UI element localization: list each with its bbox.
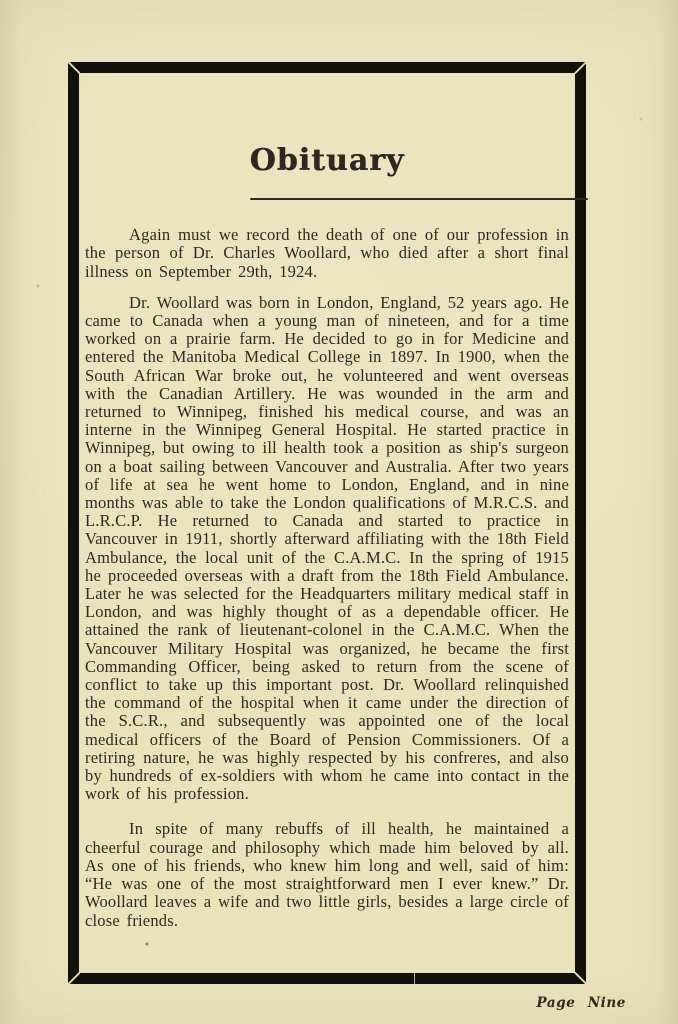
frame-corner-miter-bottom-left: [68, 972, 80, 984]
obituary-paragraph-1: Again must we record the death of one of our profession in the person of Dr. Charles Woollard, who died after a short final illness on September 29th, 1924.: [85, 225, 569, 281]
frame-corner-miter-bottom-right: [574, 972, 586, 984]
page-number-label: Page Nine: [536, 995, 626, 1011]
obituary-title: Obituary: [249, 143, 405, 179]
obituary-article: [79, 73, 575, 973]
frame-scratch-mark: [414, 973, 415, 984]
decorative-page-border: [68, 62, 586, 984]
frame-corner-miter-top-right: [574, 62, 586, 74]
title-row: [85, 125, 569, 197]
title-flourish-underline: [250, 198, 589, 201]
obituary-paragraph-2: Dr. Woollard was born in London, England, 52 years ago. He came to Canada when a young man of nineteen, and for a time worked on a prairie farm. He decided to go in for Medicine and entered the Manitoba Medical College in 1897. In 1900, when the South African War broke out, he volunteered and went overseas with the Canadian Artillery. He was wounded in the arm and returned to Winnipeg, finished his medical course, and was an interne in the Winnipeg General Hospital. He started practice in Winnipeg, but owing to ill health took a position as ship's surgeon on a boat sailing between Vancouver and Australia. After two years of life at sea he went home to London, England, and in nine months was able to take the London qualifications of M.R.C.S. and L.R.C.P. He returned to Canada and started to practice in Vancouver in 1911, shortly afterward affiliating with the 18th Field Ambulance, the local unit of the C.A.M.C. In the spring of 1915 he proceeded overseas with a draft from the 18th Field Ambulance. Later he was selected for the Headquarters military medical staff in London, and was highly thought of as a dependable officer. He attained the rank of lieutenant-colonel in the C.A.M.C. When the Vancouver Military Hospital was organized, he became the first Commanding Officer, being asked to return from the scene of conflict to take up this important post. Dr. Woollard relinquished the command of the hospital when it came under the direction of the S.C.R., and subsequently was appointed one of the local medical officers of the Board of Pension Commissioners. Of a retiring nature, he was highly respected by his confreres, and also by hundreds of ex-soldiers with whom he came into contact in the work of his profession.: [85, 292, 569, 804]
obituary-paragraph-3: In spite of many rebuffs of ill health, he maintained a cheerful courage and philosophy which made him beloved by all. As one of his friends, who knew him long and well, said of him: “He was one of the most straightforward men I ever knew.” Dr. Woollard leaves a wife and two little girls, besides a large circle of close friends.: [85, 819, 569, 930]
